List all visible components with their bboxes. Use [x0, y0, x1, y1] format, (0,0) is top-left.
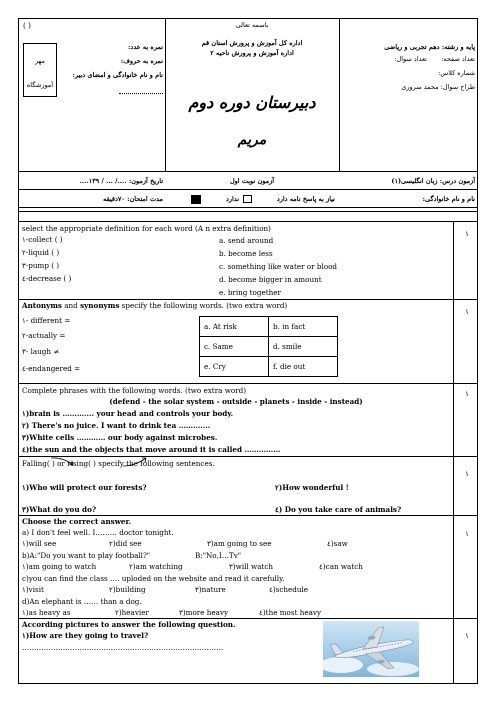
header-rule-3 [19, 207, 477, 208]
header-rule-1 [19, 171, 477, 172]
q1-word-1: ۱-collect ( ) [22, 235, 63, 244]
q5d-option-1: ۱)as heavy as [22, 608, 71, 617]
district-name: اداره آموزش و پرورش ناحیه ۲ [210, 49, 294, 57]
q1-def-b: b. become less [219, 249, 273, 258]
q1-def-a: a. send around [219, 236, 274, 245]
questions-label: تعداد سوال: [394, 55, 427, 63]
q3-line-4: ٤)the sun and the objects that move around it is called …………… [22, 445, 281, 454]
designer-label: طراح سوال: محمد سروری [401, 83, 475, 91]
q5a-option-1: ۱)will see [22, 539, 57, 548]
q1-bottom-rule [19, 299, 477, 300]
no-answer-sheet-label: ندارد [225, 195, 239, 203]
q5c-option-2: ۲)building [109, 585, 146, 594]
q4-sentence-4: ٤) Do you take care of animals? [275, 505, 402, 514]
q6-answer-line: ………………………………………………………………………… [22, 643, 224, 652]
q5b-option-2: ۲)am watching [129, 562, 183, 571]
bismillah: باسمه تعالی [235, 21, 269, 29]
q5-title: Choose the correct answer. [22, 517, 132, 526]
q2-item-1: ۱- different = [22, 316, 71, 325]
q6-title: According pictures to answer the following question. [22, 620, 236, 629]
q2-synonyms-word: synonyms [80, 301, 120, 310]
airplane-picture [323, 621, 419, 677]
school-name-line1: دبیرستان دوره دوم [188, 93, 316, 112]
q5b-option-3: ۳)will watch [229, 562, 273, 571]
q5a-option-4: ٤)saw [327, 539, 348, 548]
q5b-stem-reply: B:"No,I…Tv" [195, 551, 242, 560]
exam-type: آزمون نوبت اول [229, 177, 275, 185]
q4-instruction: Falling( ) or rising( ) specify the following sentences. [22, 459, 215, 468]
q5-bottom-rule [19, 618, 477, 619]
q6-number: ۱ [465, 631, 469, 640]
q1-word-3: ۳-pump ( ) [22, 261, 60, 270]
pages-label: تعداد صفحه: [441, 55, 475, 63]
q5b-option-1: ۱)am going to watch [22, 562, 97, 571]
q2-option-c: c. Same [200, 337, 269, 357]
stamp-label: مهر [34, 57, 46, 65]
q2-options-table [199, 316, 338, 377]
exam-sheet [18, 18, 478, 684]
q2-item-3: ۳- laugh ≠ [22, 347, 60, 356]
school-name-line2: مریم [237, 132, 267, 148]
q2-item-4: ٤-endangered = [22, 364, 81, 373]
falling-intonation-arrow-icon [49, 455, 79, 469]
q2-option-d: d. smile [269, 337, 338, 357]
q4-sentence-3: ۳)What do you do? [22, 505, 97, 514]
q2-bottom-rule [19, 383, 477, 384]
header-rule-2 [19, 189, 477, 190]
number-column-divider [453, 221, 454, 683]
score-letters-label: نمره به حروف: [120, 57, 163, 65]
q5d-stem: d)An elephant is …… than a dog. [22, 597, 142, 606]
q3-bottom-rule [19, 456, 477, 457]
q3-number: ۱ [465, 389, 469, 398]
q2-instruction-rest: specify the following words. (two extra word) [119, 301, 288, 310]
q3-word-list: (defend - the solar system - outside - planets - inside - instead) [109, 397, 363, 406]
q5c-stem: c)you can find the class …. uploded on the website and read it carefully. [22, 574, 285, 583]
q2-option-e: e. Cry [200, 357, 269, 377]
q5d-option-2: ۲)heavier [115, 608, 149, 617]
body-top-rule [19, 221, 477, 222]
answer-sheet-checkbox[interactable] [243, 195, 252, 203]
q1-word-2: ۲-liquid ( ) [22, 248, 60, 257]
q3-line-3: ۳)White cells ………… our body against microbes. [22, 433, 218, 442]
page-number: ( ) [23, 21, 31, 30]
exam-date: تاریخ آزمون: ..../ ... / ۱۳۹.... [79, 177, 163, 185]
q5-number: ۱ [465, 529, 469, 538]
no-answer-sheet-checkbox[interactable] [191, 195, 201, 204]
q1-def-d: d. become bigger in amount [219, 275, 322, 284]
class-label: شماره کلاس: [438, 69, 475, 77]
q2-option-a: a. At risk [200, 317, 269, 337]
q1-instruction: select the appropriate definition for each word (A n extra definition) [22, 224, 271, 233]
student-name-label: نام و نام خانوادگی: [422, 195, 475, 203]
q1-def-e: e. bring together [219, 288, 281, 297]
q5a-option-2: ۲)did see [109, 539, 142, 548]
q5c-option-4: ٤)schedule [269, 585, 309, 594]
grade-field: پایه و رشته: دهم تجربی و ریاضی [384, 43, 475, 51]
q4-sentence-1: ۱)Who will protect our forests? [22, 483, 147, 492]
q5d-option-4: ٤)the most heavy [259, 608, 322, 617]
q3-line-2: ۲) There's no juice. I want to drink tea ……….... [22, 421, 211, 430]
q5d-option-3: ۳)more heavy [179, 608, 229, 617]
org-name: اداره کل آموزش و پرورش استان قم [201, 39, 303, 47]
q2-number: ۱ [465, 307, 469, 316]
q3-instruction: Complete phrases with the following words. (two extra word) [22, 386, 247, 395]
q5c-option-3: ۳)nature [195, 585, 226, 594]
q5c-option-1: ۱)visit [22, 585, 44, 594]
q5a-stem: a) I don't feel well. I……… doctor tonight. [22, 528, 174, 537]
q5a-option-3: ۳)am going to see [207, 539, 272, 548]
header-rule-4 [19, 211, 477, 212]
q2-option-f: f. die out [269, 357, 338, 377]
q1-def-c: c. something like water or blood [219, 262, 338, 271]
q4-bottom-rule [19, 515, 477, 516]
q3-line-1: ۱)brain is ……….... your head and controls your body. [22, 409, 234, 418]
q5b-stem: b)A:"Do you want to play football?" [22, 551, 151, 560]
q5b-option-4: ٤)can watch [319, 562, 363, 571]
q4-number: ۱ [465, 469, 469, 478]
stamp-school-label: آموزشگاه [26, 81, 54, 89]
answer-sheet-label: نیاز به پاسخ نامه دارد [276, 195, 335, 203]
header-divider-right [339, 19, 340, 171]
score-number-label: نمره به عدد: [128, 43, 163, 51]
exam-duration: مدت امتحان: ۷۰دقیقه [103, 195, 163, 203]
q6-question: ۱)How are they going to travel? [22, 631, 149, 640]
subject-field: آزمون درس: زبان انگلیسی(۱) [391, 177, 475, 185]
q2-option-b: b. in fact [269, 317, 338, 337]
teacher-label: نام و نام خانوادگی و امضای دبیر: [72, 71, 163, 79]
q2-antonyms-word: Antonyms [22, 301, 62, 310]
q2-item-2: ۲-actually = [22, 331, 66, 340]
q2-and-word: and [61, 301, 81, 310]
q1-number: ۱ [465, 229, 469, 238]
rising-intonation-arrow-icon [121, 455, 151, 469]
header-divider-left [165, 19, 166, 171]
teacher-signature-line [119, 93, 163, 94]
q4-sentence-2: ۲)How wonderful ! [275, 483, 349, 492]
q1-word-4: ٤-decrease ( ) [22, 274, 72, 283]
